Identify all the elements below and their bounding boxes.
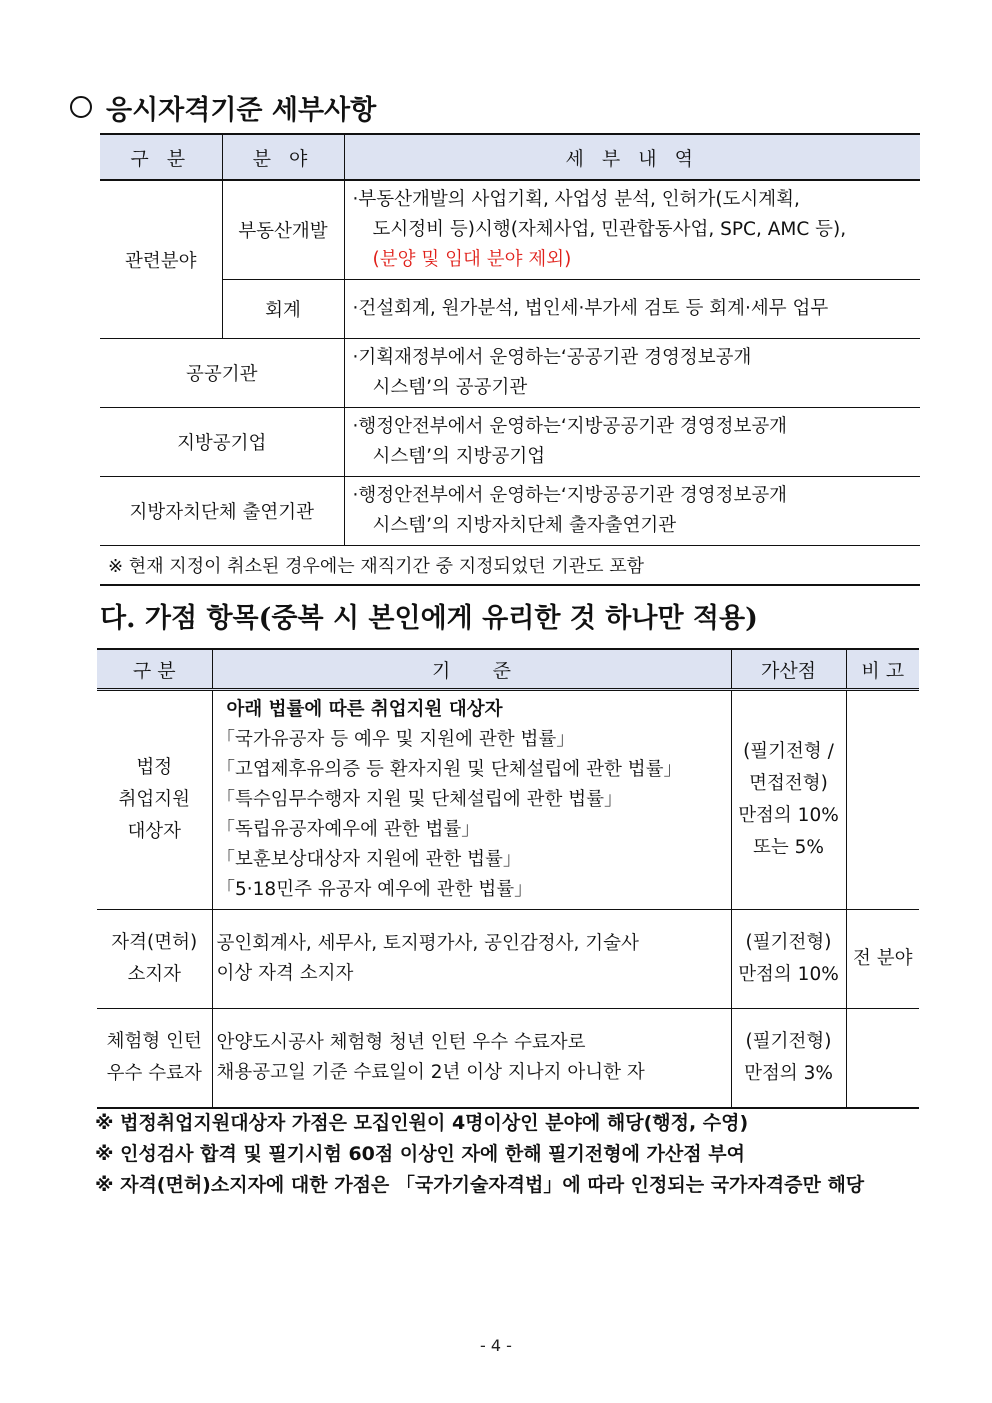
qualification-table [100,133,920,586]
points-line: 만점의 10% [738,964,839,985]
category-line: 자격(면허) [111,932,198,953]
footnote: ※ 인성검사 합격 및 필기시험 60점 이상인 자에 한해 필기전형에 가산점 부여 [95,1143,745,1165]
bonus-points-table [97,648,919,1109]
detail-line: ·건설회계, 원가분석, 법인세·부가세 검토 등 회계·세무 업무 [352,298,829,319]
header-category: 구 분 [100,134,222,180]
table-note: ※ 현재 지정이 취소된 경우에는 재직기간 중 지정되었던 기관도 포함 [100,546,920,586]
criteria-intern [212,1009,731,1108]
details-funded [344,477,920,546]
group-label: 관련분야 [100,180,222,339]
table-row [97,910,919,1009]
remarks-empty [846,690,919,910]
detail-line-excluded: (분양 및 임대 분야 제외) [372,249,572,270]
points-legal [731,690,846,910]
header-category: 구 분 [97,649,212,690]
criteria-line: 공인회계사, 세무사, 토지평가사, 공인감정사, 기술사 [216,933,639,954]
category-line: 체험형 인턴 [106,1030,202,1052]
criteria-legal [212,690,731,910]
detail-line: 시스템’의 지방공기업 [372,446,546,467]
category-line: 우수 수료자 [106,1062,202,1084]
criteria-line: 안양도시공사 체험형 청년 인턴 우수 수료자로 [216,1031,586,1053]
detail-line: ·행정안전부에서 운영하는‘지방공공기관 경영정보공개 [352,485,788,506]
label-funded: 지방자치단체 출연기관 [100,477,344,546]
points-intern [731,1009,846,1108]
category-line: 대상자 [127,821,182,842]
detail-line: 도시정비 등)시행(자체사업, 민관합동사업, SPC, AMC 등), [372,219,847,240]
law-item: 「특수임무수행자 지원 및 단체설립에 관한 법률」 [216,789,623,810]
table-header-row [100,134,920,180]
detail-line: 시스템’의 지방자치단체 출자출연기관 [372,515,677,536]
table-row [100,280,920,339]
category-line: 법정 [136,757,173,778]
criteria-line: 이상 자격 소지자 [216,963,354,984]
category-license [97,910,212,1009]
detail-line: ·행정안전부에서 운영하는‘지방공공기관 경영정보공개 [352,416,788,437]
header-remarks: 비 고 [846,649,919,690]
table-header-row [97,649,919,690]
law-item: 「보훈보상대상자 지원에 관한 법률」 [216,849,522,870]
table-row [100,339,920,408]
points-line: (필기전형) [745,932,832,953]
category-line: 취업지원 [118,789,190,810]
table-row [100,408,920,477]
law-item: 「국가유공자 등 예우 및 지원에 관한 법률」 [216,729,575,750]
table-row [97,1009,919,1108]
category-line: 소지자 [127,964,182,985]
details-local [344,408,920,477]
footnote: ※ 법정취업지원대상자 가점은 모집인원이 4명이상인 분야에 해당(행정, 수영) [95,1112,749,1134]
points-line: 만점의 10% [738,805,839,826]
category-intern [97,1009,212,1108]
points-line: (필기전형) [745,1030,832,1052]
section2-title: 다. 가점 항목(중복 시 본인에게 유리한 것 하나만 적용) [100,603,758,634]
label-local: 지방공기업 [100,408,344,477]
table-row [100,180,920,280]
points-line: 또는 5% [753,837,824,858]
detail-line: 시스템’의 공공기관 [372,377,528,398]
header-points: 가산점 [731,649,846,690]
section1-title-text: 응시자격기준 세부사항 [106,95,377,126]
details-public [344,339,920,408]
table-row [97,690,919,910]
law-item: 「고엽제후유의증 등 환자지원 및 단체설립에 관한 법률」 [216,759,682,780]
table-note-row [100,546,920,586]
remarks-all-fields: 전 분야 [846,910,919,1009]
detail-line: ·부동산개발의 사업기획, 사업성 분석, 인허가(도시계획, [352,189,800,210]
remarks-empty [846,1009,919,1108]
circle-bullet-icon [70,96,92,118]
label-public: 공공기관 [100,339,344,408]
points-line: (필기전형 / [743,741,834,762]
footnote: ※ 자격(면허)소지자에 대한 가점은 「국가기술자격법」에 따라 인정되는 국가자격증만 해당 [95,1174,865,1196]
points-license [731,910,846,1009]
field-realestate: 부동산개발 [222,180,344,280]
criteria-heading: 아래 법률에 따른 취업지원 대상자 [226,699,503,720]
detail-line: ·기획재정부에서 운영하는‘공공기관 경영정보공개 [352,347,752,368]
criteria-license [212,910,731,1009]
category-legal [97,690,212,910]
page-number: - 4 - [480,1336,512,1355]
details-accounting [344,280,920,339]
points-line: 만점의 3% [744,1062,833,1084]
law-item: 「독립유공자예우에 관한 법률」 [216,819,480,840]
table-row [100,477,920,546]
header-details: 세 부 내 역 [344,134,920,180]
details-realestate [344,180,920,280]
footnotes [95,1108,864,1201]
field-accounting: 회계 [222,280,344,339]
section1-title [70,88,376,127]
header-criteria: 기 준 [212,649,731,690]
criteria-line: 채용공고일 기준 수료일이 2년 이상 지나지 아니한 자 [216,1061,645,1083]
law-item: 「5·18민주 유공자 예우에 관한 법률」 [216,879,533,900]
header-field: 분 야 [222,134,344,180]
points-line: 면접전형) [749,773,828,794]
